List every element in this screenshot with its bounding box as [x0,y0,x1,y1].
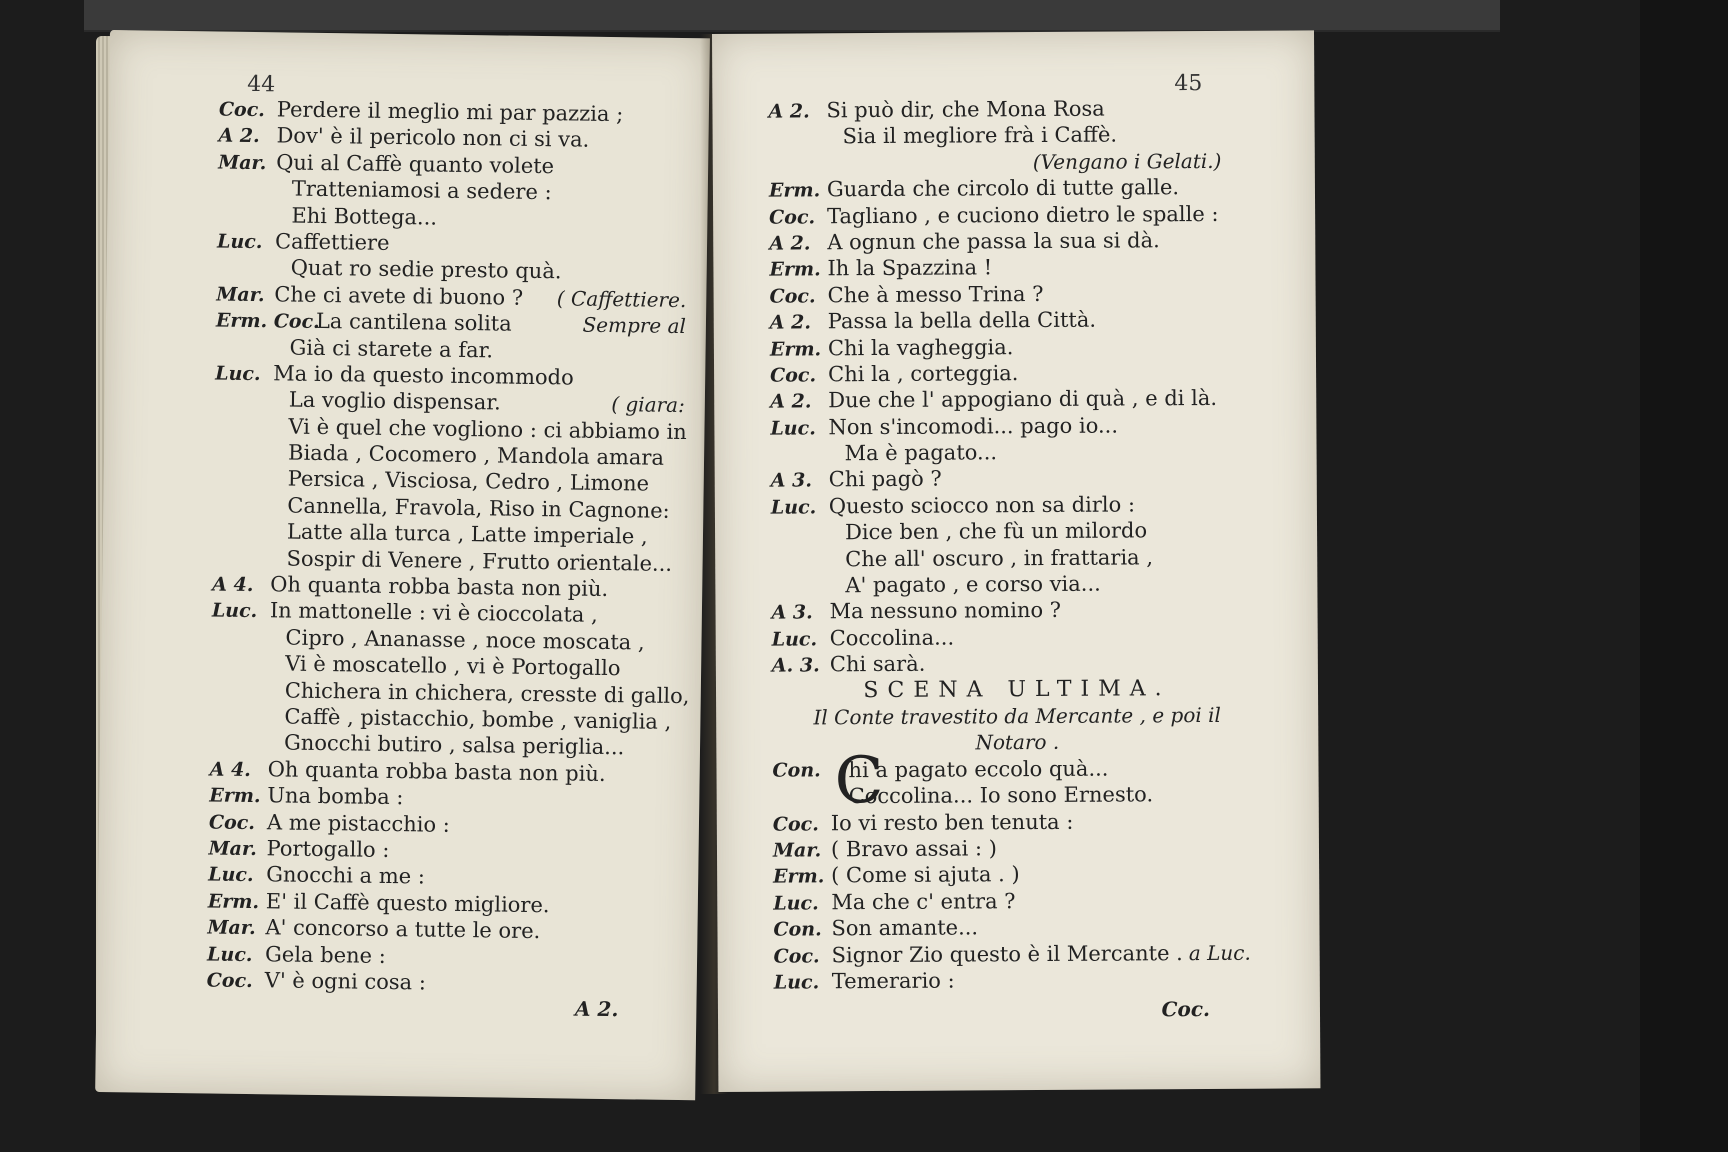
speaker-label: Luc. [773,892,819,915]
left-page-text [97,94,709,1000]
line-text: Dov' è il pericolo non ci si va. [276,123,590,153]
right-page [712,30,1320,1092]
line-text: Son amante... [831,915,979,941]
dialogue-block [717,807,1320,995]
line-text: Qui al Caffè quanto volete [276,150,555,178]
line-text: Gnocchi a me : [266,862,426,889]
dialogue-line [714,305,1316,335]
dialogue-line [717,886,1319,916]
dialogue-line [714,358,1316,388]
dialogue-line [714,279,1316,309]
verse-indent [214,485,288,486]
dialogue-line [715,569,1317,599]
line-text: Ma è pagato... [844,440,998,466]
line-text: Caffè , pistacchio, bombe , vaniglia , [284,704,672,734]
stage-direction: ( Caffettiere. [556,286,687,312]
line-text: Chi la vagheggia. [827,334,1014,360]
line-text: A' concorso a tutte le ore. [265,915,541,944]
dialogue-line [717,780,1319,810]
dialogue-line [712,94,1314,124]
speaker-label: Coc. [770,364,817,387]
speaker-label: Erm. [769,258,821,281]
verse-indent [211,670,285,671]
line-text: Sia il megliore frà i Caffè. [842,122,1118,149]
line-text: ( Bravo assai : ) [830,836,998,862]
line-text: Signor Zio questo è il Mercante . [831,940,1183,967]
dialogue-line [715,490,1317,520]
line-text: Ma io da questo incommodo [273,361,574,390]
speaker-label: Coc. [772,812,819,836]
verse-indent [210,722,284,723]
speaker-label: Erm. [209,784,261,808]
line-text: Due che l' appogiano di quà , e di là. [828,386,1218,413]
speaker-label: A 2. [769,311,812,334]
line-text: Ehi Bottega... [291,203,438,230]
line-text: ( Come si ajuta . ) [831,862,1020,888]
line-text: V' è ogni cosa : [264,968,427,995]
verse-indent [217,274,291,275]
line-text: Io vi resto ben tenuta : [830,809,1074,835]
dialogue-line [715,464,1317,494]
speaker-label: Con. [772,759,821,782]
dialogue-line [714,411,1316,441]
verse-indent [216,353,290,354]
line-text: Ma che c' entra ? [831,888,1016,915]
dialogue-line [718,939,1320,969]
dialogue-line [718,965,1320,995]
line-text: La cantilena solita [315,309,512,336]
verse-indent [211,643,285,644]
verse-indent [214,432,288,433]
dialogue-line [713,147,1315,177]
speaker-label: A. 3. [771,654,820,677]
line-text: hi a pagato eccolo quà... [848,756,1109,782]
speaker-label: A 2. [770,390,812,413]
speaker-label: Luc. [770,496,817,519]
line-text: Non s'incomodi... pago io... [828,413,1119,439]
page-number: 44 [247,71,276,98]
speaker-label: Erm. [768,179,821,202]
dialogue-block [712,94,1318,678]
left-page [95,30,710,1100]
speaker-label: Luc. [770,417,816,440]
line-text: E' il Caffè questo migliore. [265,888,550,917]
dialogue-line [713,173,1315,203]
speaker-label: Coc. [218,98,266,122]
speaker-label: Luc. [773,971,820,994]
line-text: Chi sarà. [829,651,926,677]
line-text: Vi è moscatello , vi è Portogallo [285,651,621,681]
line-text: Quat ro sedie presto quà. [290,255,562,284]
line-text: Questo sciocco non sa dirlo : [828,492,1136,519]
speaker-label: A 4. [209,758,252,781]
line-text: Temerario : [831,968,955,994]
dialogue-line [715,517,1317,547]
dialogue-line [716,649,1318,679]
speaker-label: A 3. [771,601,813,625]
speaker-label: Coc. [773,944,820,968]
line-text: Tagliano , e cuciono dietro le spalle : [827,201,1219,228]
speaker-label: Luc. [208,863,254,887]
line-text: Chichera in chichera, cresste di gallo, [284,678,690,708]
verse-indent [217,221,291,222]
line-text: La voglio dispensar. [288,387,501,415]
line-text: A me pistacchio : [266,809,451,837]
speaker-label: Luc. [206,942,253,966]
dialogue-line [717,833,1319,863]
line-text: Che ci avete di buono ? [274,282,524,310]
verse-indent [210,749,284,750]
line-text: Cannella, Fravola, Riso in Cagnone: [287,493,670,523]
dialogue-line [716,622,1318,652]
open-book [96,26,1318,1098]
line-text: Dice ben , che fù un milordo [844,518,1148,545]
speaker-label: Erm. Coc. [215,309,320,334]
scene-description-cont: Notaro . [975,730,1060,755]
dialogue-line [713,226,1315,256]
verse-indent [214,459,288,460]
speaker-label: Mar. [772,839,822,862]
dialogue-line [715,543,1317,573]
verse-indent [211,696,285,697]
line-text: A ognun che passa la sua si dà. [827,228,1160,255]
dialogue-line [715,596,1317,626]
page-number: 45 [1174,71,1203,97]
line-text: Biada , Cocomero , Mandola amara [287,440,665,470]
line-text: Cipro , Ananasse , noce moscata , [285,625,645,655]
verse-indent [213,511,287,512]
speaker-label: A 2. [218,124,260,148]
verse-indent [213,538,287,539]
speaker-label: Con. [773,918,822,941]
speaker-label: Mar. [216,283,265,306]
speaker-label: Erm. [773,865,825,888]
line-text: Tratteniamosi a sedere : [291,176,552,205]
speaker-label: Mar. [208,837,257,861]
catchword: A 2. [574,996,619,1022]
dialogue-line [714,437,1316,467]
line-text: Ih la Spazzina ! [827,255,993,281]
line-text: Oh quanta robba basta non più. [270,572,609,602]
line-text: Già ci starete a far. [289,335,494,362]
speaker-label: Coc. [769,205,816,229]
speaker-label: Mar. [207,916,256,940]
line-text: Gela bene : [264,941,386,968]
catchword: Coc. [1161,996,1211,1022]
dialogue-line [717,860,1319,890]
dialogue-line [713,200,1315,230]
dialogue-line [717,807,1319,837]
scene-heading: SCENA ULTIMA. [863,675,1171,703]
dialogue-line [714,332,1316,362]
speaker-label: Coc. [206,969,253,992]
right-page-text [712,94,1319,995]
verse-indent [213,564,287,565]
stage-direction: Sempre al [582,312,687,339]
line-text: Chi la , corteggia. [828,361,1019,387]
scanner-background-right [1640,0,1728,1152]
speaker-label: Coc. [208,811,256,834]
line-text: A' pagato , e corso via... [845,571,1101,598]
speaker-label: A 2. [768,100,810,123]
line-text: Passa la bella della Città. [827,307,1097,334]
speaker-label: Luc. [771,628,818,651]
line-text: Persica , Visciosa, Cedro , Limone [287,466,650,497]
verse-indent [215,406,289,407]
line-text: Una bomba : [267,783,404,810]
line-text: Guarda che circolo di tutte galle. [826,175,1180,202]
dialogue-line [713,253,1315,283]
speaker-label: A 3. [770,469,813,493]
scene-description: Il Conte travestito da Mercante , e poi il [813,702,1221,730]
line-text: Che all' oscuro , in frattaria , [845,544,1154,571]
line-text: Perdere il meglio mi par pazzia ; [276,97,624,127]
speaker-label: Luc. [211,599,258,623]
speaker-label: A 2. [769,232,811,255]
line-text: Che à messo Trina ? [827,281,1044,308]
speaker-label: Luc. [216,230,263,254]
speaker-label: A 4. [212,573,254,597]
line-text: Caffettiere [274,229,390,255]
line-text: Coccolina... Io sono Ernesto. [848,782,1154,809]
verse-indent [218,195,292,196]
line-text: Latte alla turca , Latte imperiale , [286,519,648,549]
line-text: Chi pagò ? [828,467,942,492]
dialogue-line [714,385,1316,415]
line-text: Ma nessuno nomino ? [829,598,1062,624]
line-text: Si può dir, che Mona Rosa [826,96,1105,123]
speaker-label: Luc. [215,362,261,386]
dialogue-line [717,912,1319,942]
stage-direction: (Vengano i Gelati.) [1032,148,1222,174]
speaker-label: Erm. [769,337,822,361]
line-text: Sospir di Venere , Frutto orientale... [286,546,673,576]
line-text: Oh quanta robba basta non più. [267,757,606,786]
line-text: In mattonelle : vi è cioccolata , [269,598,598,628]
speaker-label: Mar. [218,151,267,174]
line-text: Coccolina... [829,625,955,651]
speaker-label: Coc. [769,285,816,308]
line-text: Portogallo : [266,836,390,862]
speaker-label: Erm. [207,890,260,913]
stage-direction: a Luc. [1188,940,1251,965]
stage-direction: ( giara: [611,392,685,418]
drop-cap: C [834,743,884,819]
line-text: Gnocchi butiro , salsa periglia... [283,730,625,760]
line-text: Vi è quel che vogliono : ci abbiamo in [288,414,687,444]
dialogue-line [713,121,1315,151]
